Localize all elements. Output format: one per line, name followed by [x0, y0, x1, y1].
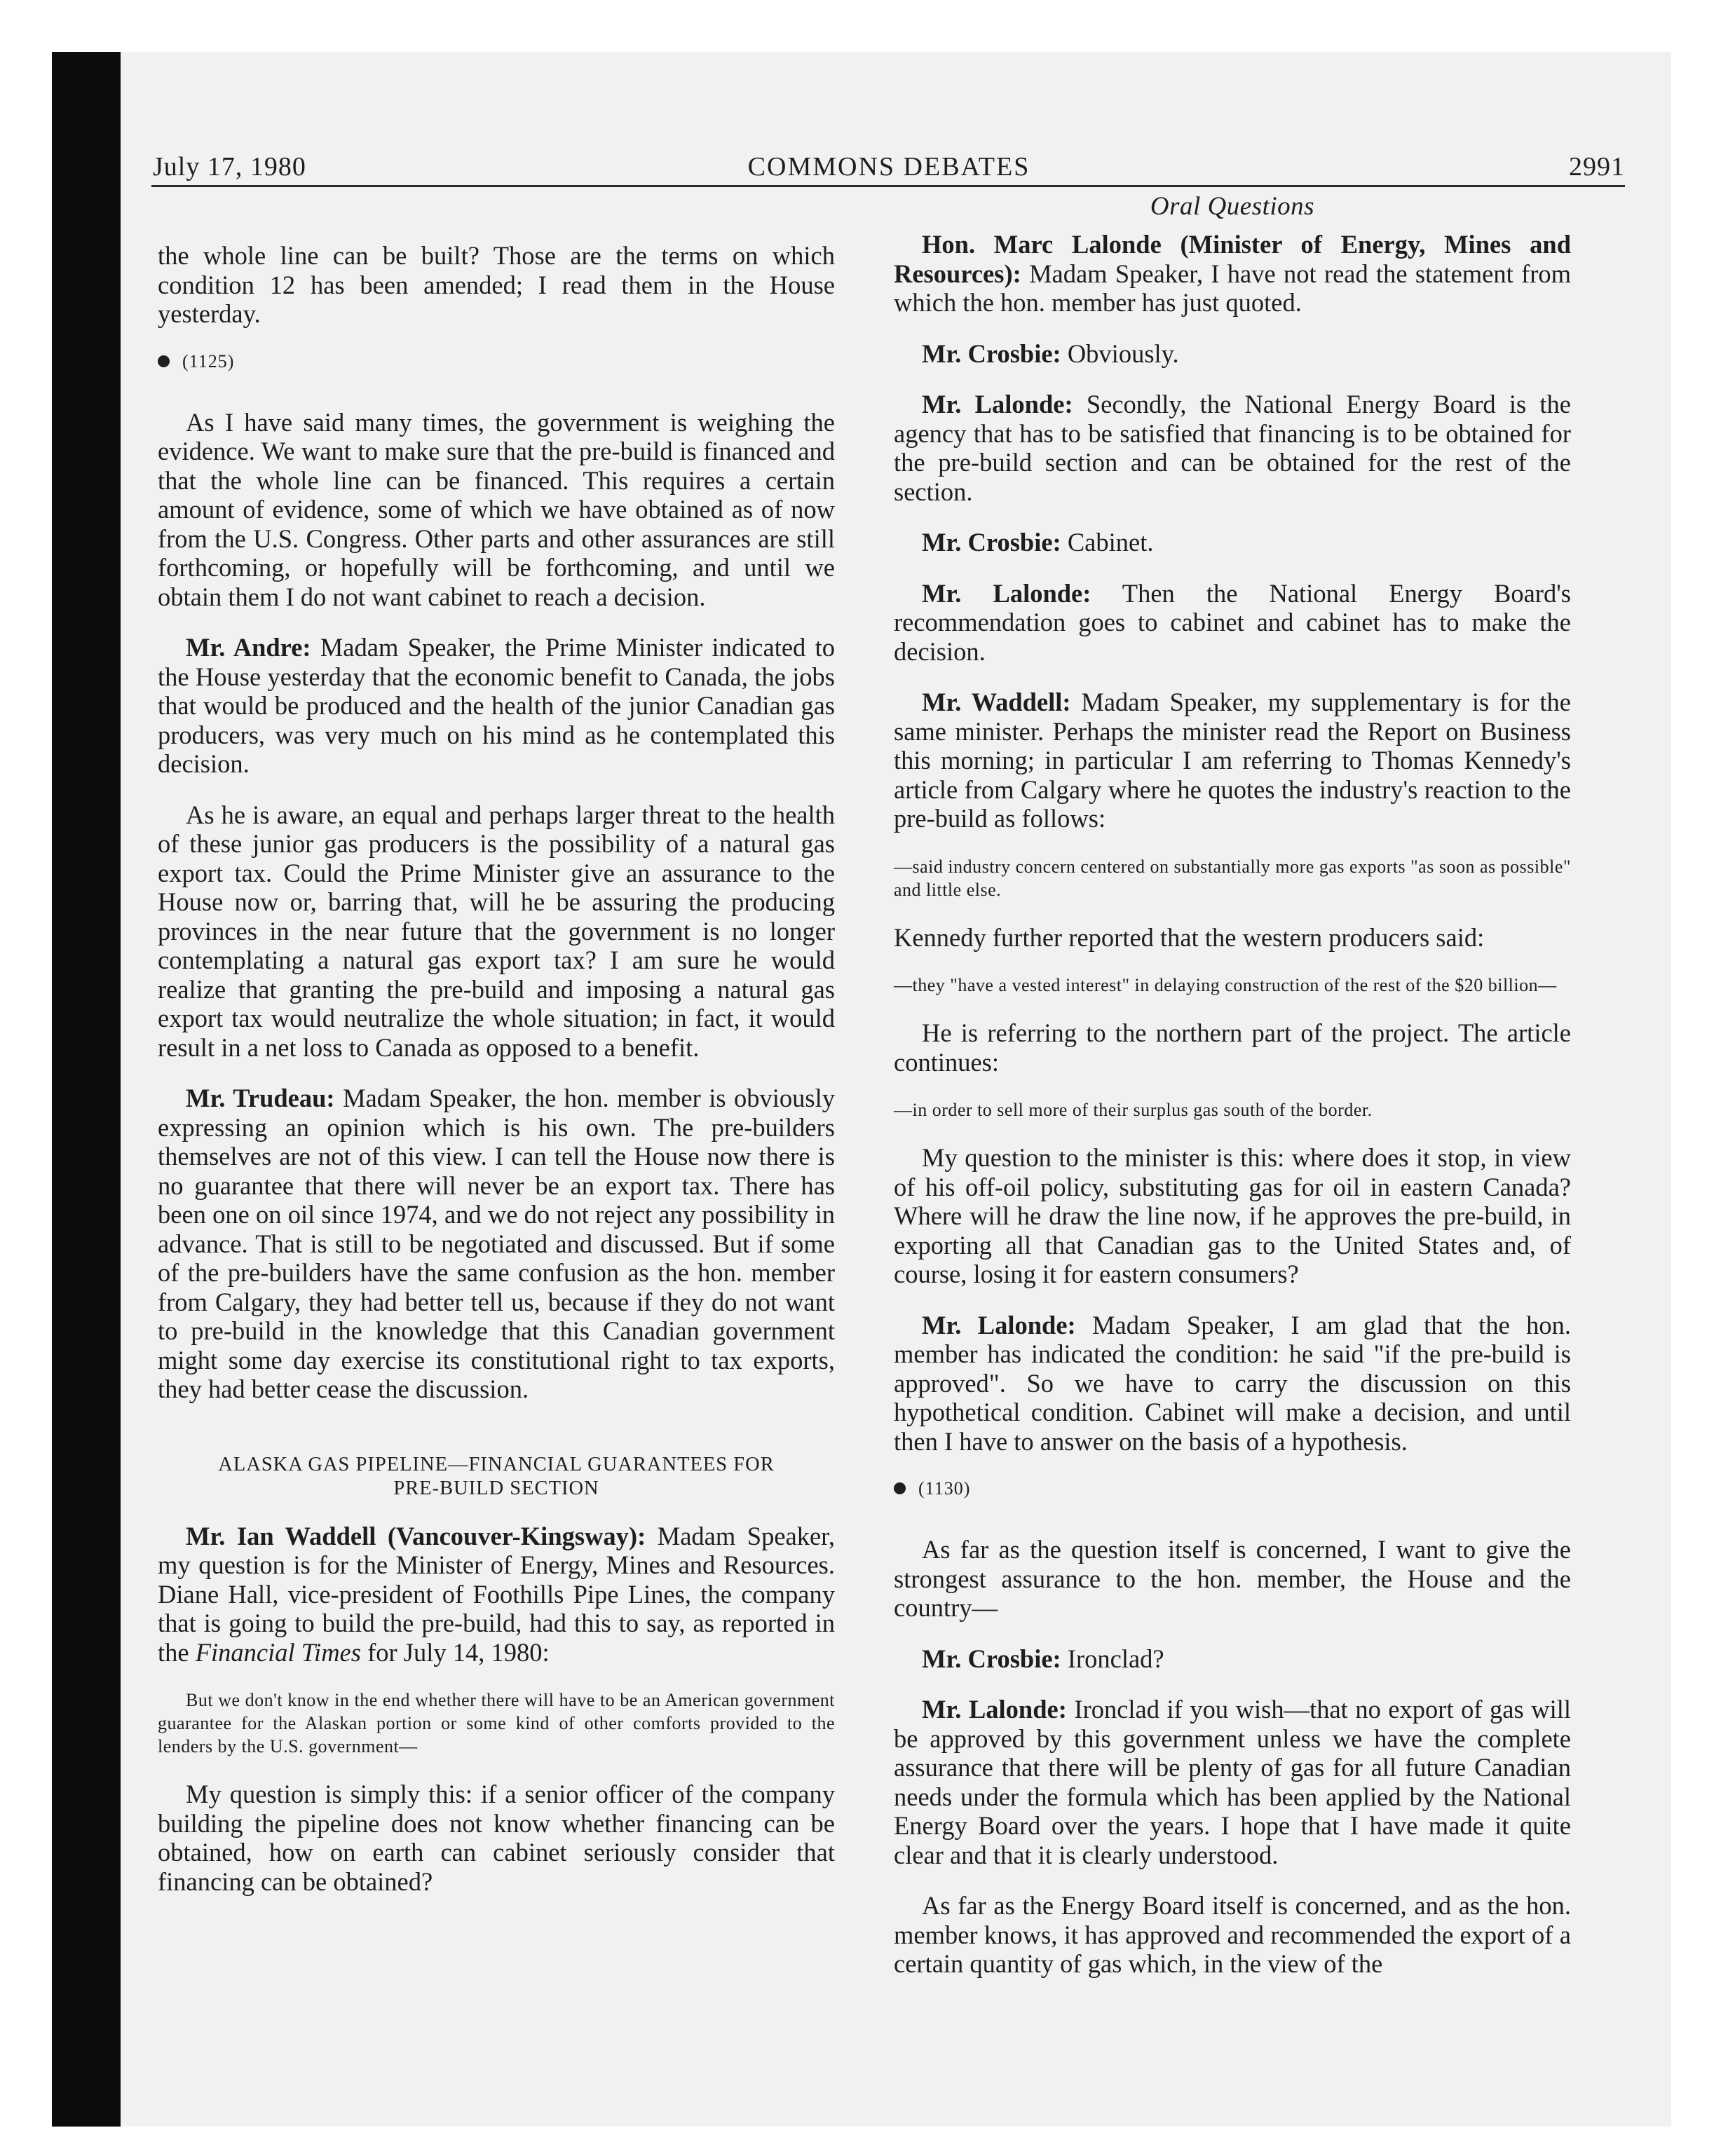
speech-text: Secondly, the National Energy Board is the agency that has to be satisfied that financing is to be obtained for the pre-build section and can be obtained for the rest of the section.	[894, 390, 1571, 506]
right-column	[894, 192, 1571, 2000]
speaker-name: Mr. Ian Waddell (Vancouver-Kingsway):	[186, 1521, 646, 1550]
paragraph: My question to the minister is this: where does it stop, in view of his off-oil policy, substituting gas for oil in eastern Canada? Where will he draw the line now, if he approves the pre-build, in exporting all that Canadian gas to the United States and, of course, losing it for eastern consumers?	[894, 1143, 1571, 1288]
paragraph: As far as the Energy Board itself is concerned, and as the hon. member knows, it has approved and recommended the export of a certain quantity of gas which, in the view of the	[894, 1891, 1571, 1978]
time-marker	[158, 350, 835, 373]
speech-text: for July 14, 1980:	[360, 1637, 550, 1667]
speaker-name: Mr. Crosbie:	[922, 1644, 1061, 1673]
left-column	[158, 241, 835, 1918]
speech-text: Obviously.	[1061, 339, 1179, 368]
speech	[158, 1084, 835, 1404]
speaker-name: Mr. Lalonde:	[922, 1310, 1076, 1339]
speaker-name: Mr. Lalonde:	[922, 1695, 1067, 1724]
publication-title: Financial Times	[195, 1637, 361, 1667]
speech-text: Ironclad if you wish—that no export of gas will be approved by this government unless we have the complete assurance that there will be plenty of gas for all future Canadian needs under the formula which has been applied by the National Energy Board over the years. I hope that I have made it quite clear and that it is clearly understood.	[894, 1695, 1571, 1869]
section-title-line: ALASKA GAS PIPELINE—FINANCIAL GUARANTEES FOR	[218, 1453, 775, 1475]
paragraph: Kennedy further reported that the western producers said:	[894, 922, 1485, 952]
speech	[894, 528, 1571, 557]
header-rule	[151, 185, 1625, 187]
paragraph: As far as the question itself is concerned, I want to give the strongest assurance to the hon. member, the House and the country—	[894, 1535, 1571, 1622]
header-title: COMMONS DEBATES	[747, 152, 1030, 182]
speech	[158, 633, 835, 779]
speech-text: Cabinet.	[1061, 528, 1154, 557]
speaker-name: Mr. Lalonde:	[922, 390, 1073, 418]
paragraph: As I have said many times, the government is weighing the evidence. We want to make sure that the pre-build is financed and that the whole line can be financed. This requires a certain amount of evidence, some of which we have obtained as of now from the U.S. Congress. Other parts and other assurances are still forthcoming, or hopefully will be forthcoming, and until we obtain them I do not want cabinet to reach a decision.	[158, 407, 835, 611]
speech-text: Madam Speaker, my question is for the Minister of Energy, Mines and Resources. Diane Hall, vice-president of Foothills Pipe Lines, the company that is going to build the pre-build, had this to say, as reported in the	[158, 1521, 835, 1667]
bullet-icon	[158, 355, 170, 367]
speech-text: Madam Speaker, I have not read the statement from which the hon. member has just quoted.	[894, 259, 1571, 317]
speech-text: Ironclad?	[1061, 1644, 1164, 1673]
speaker-name: Mr. Lalonde:	[922, 578, 1091, 608]
section-title-line: PRE-BUILD SECTION	[393, 1477, 599, 1499]
speech-text: Then the National Energy Board's recommendation goes to cabinet and cabinet has to make the decision.	[894, 578, 1571, 666]
scanned-page	[52, 52, 1671, 2127]
paragraph: He is referring to the northern part of the project. The article continues:	[894, 1018, 1571, 1077]
speech	[158, 1522, 835, 1667]
speaker-name: Mr. Waddell:	[922, 688, 1071, 716]
speaker-name: Hon. Marc Lalonde (Minister of Energy, Mines and Resources):	[894, 230, 1571, 288]
speech	[894, 688, 1571, 833]
section-title	[158, 1453, 835, 1501]
page-number: 2991	[1569, 152, 1625, 182]
speaker-name: Mr. Crosbie:	[922, 339, 1061, 368]
speech	[894, 579, 1571, 667]
block-quote: —they "have a vested interest" in delaying construction of the rest of the $20 billion—	[894, 975, 1557, 995]
speech-text: Madam Speaker, I am glad that the hon. member has indicated the condition: he said "if the pre-build is approved". So we have to carry the discussion on this hypothetical condition. Cabinet will make a decision, and until then I have to answer on the basis of a hypothesis.	[894, 1310, 1571, 1456]
speaker-name: Mr. Trudeau:	[186, 1084, 335, 1112]
paragraph: As he is aware, an equal and perhaps larger threat to the health of these junior gas producers is the possibility of a natural gas export tax. Could the Prime Minister give an assurance to the House now or, barring that, will he be assuring the producing provinces in the near future that the government is no longer contemplating a natural gas export tax? I am sure he would realize that granting the pre-build and imposing a natural gas export tax would neutralize the whole situation; in fact, it would result in a net loss to Canada as opposed to a benefit.	[158, 800, 835, 1062]
binding-edge	[52, 52, 121, 2127]
time-label: (1125)	[182, 350, 235, 371]
time-marker	[894, 1478, 1571, 1500]
speech-text: Madam Speaker, the Prime Minister indicated to the House yesterday that the economic benefit to Canada, the jobs that would be produced and the health of the junior Canadian gas producers, was very much on his mind as he contemplated this decision.	[158, 633, 835, 778]
paragraph: My question is simply this: if a senior officer of the company building the pipeline does not know whether financing can be obtained, how on earth can cabinet seriously consider that financing can be obtained?	[158, 1780, 835, 1896]
header-date: July 17, 1980	[153, 152, 306, 182]
speaker-name: Mr. Crosbie:	[922, 528, 1061, 557]
speech	[894, 1644, 1571, 1674]
time-label: (1130)	[918, 1478, 971, 1499]
speech-text: Madam Speaker, my supplementary is for the same minister. Perhaps the minister read the Report on Business this morning; in particular I am referring to Thomas Kennedy's article from Calgary where he quotes the industry's reaction to the pre-build as follows:	[894, 688, 1571, 833]
speaker-name: Mr. Andre:	[186, 633, 311, 662]
speech	[894, 390, 1571, 506]
speech	[894, 1311, 1571, 1456]
speech	[894, 230, 1571, 318]
block-quote: —said industry concern centered on substantially more gas exports "as soon as possible" and little else.	[894, 856, 1571, 900]
speech	[894, 1695, 1571, 1869]
paragraph: the whole line can be built? Those are the terms on which condition 12 has been amended; I read them in the House yesterday.	[158, 241, 835, 328]
block-quote: —in order to sell more of their surplus gas south of the border.	[894, 1100, 1373, 1120]
speech-text: Madam Speaker, the hon. member is obviously expressing an opinion which is his own. The pre-builders themselves are not of this view. I can tell the House now there is no guarantee that there will never be an export tax. There has been one on oil since 1974, and we do not reject any possibility in advance. That is still to be negotiated and discussed. But if some of the pre-builders have the same confusion as the hon. member from Calgary, they had better tell us, because if they do not want to pre-build in the knowledge that this Canadian government might some day exercise its constitutional right to tax exports, they had better cease the discussion.	[158, 1084, 836, 1403]
section-header: Oral Questions	[1150, 192, 1315, 221]
speech	[894, 339, 1571, 369]
bullet-icon	[894, 1482, 906, 1494]
block-quote: But we don't know in the end whether there will have to be an American government guarantee for the Alaskan portion or some kind of other comforts provided to the lenders by the U.S. government—	[158, 1690, 835, 1756]
